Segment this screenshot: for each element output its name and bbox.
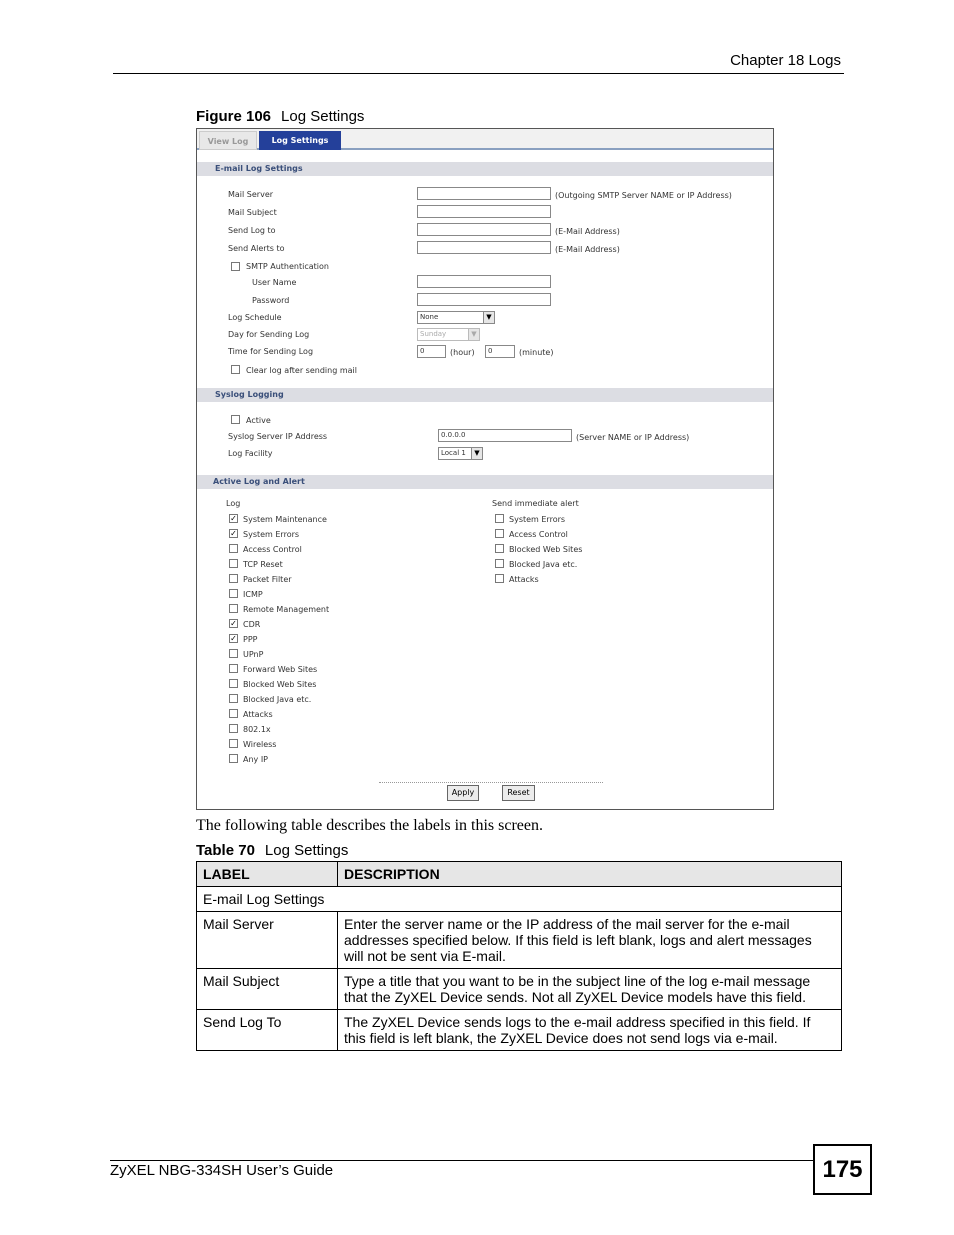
- log-item-label: Blocked Java etc.: [243, 695, 312, 704]
- log-facility-value: Local 1: [441, 449, 466, 457]
- log-item-label: PPP: [243, 635, 258, 644]
- send-log-to-hint: (E-Mail Address): [555, 227, 620, 236]
- tab-bar: [197, 129, 773, 150]
- log-item-label: System Maintenance: [243, 515, 327, 524]
- log-schedule-value: None: [420, 313, 439, 321]
- table-header-row: [197, 862, 842, 887]
- user-name-input[interactable]: [417, 275, 551, 288]
- log-item-label: TCP Reset: [243, 560, 283, 569]
- table-row: [197, 912, 842, 969]
- log-settings-table: [196, 861, 842, 1051]
- day-for-sending-value: Sunday: [420, 330, 447, 338]
- log-item-checkbox[interactable]: [229, 559, 238, 568]
- log-item-label: ICMP: [243, 590, 263, 599]
- log-item-checkbox[interactable]: [229, 754, 238, 763]
- password-label: Password: [252, 296, 290, 305]
- log-item-checkbox[interactable]: [229, 574, 238, 583]
- label-column-header: LABEL: [197, 862, 338, 887]
- mail-server-label: Mail Server: [228, 190, 274, 199]
- header-rule: [113, 73, 844, 74]
- page-number: 175: [813, 1144, 872, 1195]
- chevron-down-icon: ▼: [468, 329, 479, 340]
- figure-number: Figure 106: [196, 108, 272, 125]
- log-item-label: Remote Management: [243, 605, 330, 614]
- log-item-label: Blocked Web Sites: [243, 680, 317, 689]
- alert-item-label: Blocked Java etc.: [509, 560, 578, 569]
- clear-log-label: Clear log after sending mail: [246, 366, 357, 375]
- log-item-label: Access Control: [243, 545, 302, 554]
- password-input[interactable]: [417, 293, 551, 306]
- send-alerts-to-input[interactable]: [417, 241, 551, 254]
- alert-item-label: Access Control: [509, 530, 568, 539]
- minute-unit-label: (minute): [519, 348, 554, 357]
- hour-input[interactable]: 0: [417, 345, 446, 358]
- label-cell: Mail Server: [197, 912, 338, 969]
- log-item-label: Packet Filter: [243, 575, 292, 584]
- table-row: [197, 1010, 842, 1051]
- body-text: The following table describes the labels in this screen.: [196, 817, 544, 834]
- day-for-sending-label: Day for Sending Log: [228, 330, 310, 339]
- log-item-checkbox[interactable]: [229, 649, 238, 658]
- table-caption: [196, 842, 348, 859]
- table-number: Table 70: [196, 842, 255, 859]
- table-section-row: [197, 887, 842, 912]
- log-schedule-select[interactable]: [417, 311, 495, 324]
- log-item-label: CDR: [243, 620, 261, 629]
- alert-item-label: System Errors: [509, 515, 566, 524]
- figure-caption: [196, 108, 364, 125]
- reset-button[interactable]: Reset: [502, 785, 535, 801]
- log-item-label: Any IP: [243, 755, 269, 764]
- description-cell: The ZyXEL Device sends logs to the e-mail address specified in this field. If this field is left blank, the ZyXEL Device does not send logs via e-mail.: [338, 1010, 842, 1051]
- log-item-checkbox[interactable]: [229, 679, 238, 688]
- log-item-checkbox[interactable]: [229, 589, 238, 598]
- smtp-auth-checkbox[interactable]: [231, 262, 240, 271]
- log-item-label: UPnP: [243, 650, 264, 659]
- syslog-server-input[interactable]: 0.0.0.0: [438, 429, 572, 442]
- send-log-to-label: Send Log to: [228, 226, 276, 235]
- figure-title: Log Settings: [281, 108, 365, 125]
- chevron-down-icon: ▼: [471, 448, 482, 459]
- day-for-sending-select[interactable]: [417, 328, 480, 341]
- hour-unit-label: (hour): [450, 348, 475, 357]
- alert-item-checkbox[interactable]: [495, 544, 504, 553]
- mail-subject-input[interactable]: [417, 205, 551, 218]
- alert-section-header: Active Log and Alert: [197, 475, 773, 489]
- alert-item-checkbox[interactable]: [495, 529, 504, 538]
- send-log-to-input[interactable]: [417, 223, 551, 236]
- log-facility-select[interactable]: [438, 447, 483, 460]
- table-title: Log Settings: [264, 842, 349, 859]
- log-settings-screenshot: [196, 128, 774, 810]
- syslog-active-label: Active: [246, 416, 271, 425]
- log-item-checkbox[interactable]: ✓: [230, 619, 237, 628]
- description-cell: Type a title that you want to be in the subject line of the log e-mail message that the ZyXEL Device sends. Not all ZyXEL Device models have this field.: [338, 969, 842, 1010]
- log-item-checkbox[interactable]: [229, 604, 238, 613]
- log-item-label: Forward Web Sites: [243, 665, 318, 674]
- guide-title: ZyXEL NBG-334SH User’s Guide: [110, 1162, 334, 1179]
- mail-server-hint: (Outgoing SMTP Server NAME or IP Address): [555, 191, 732, 200]
- mail-server-input[interactable]: [417, 187, 551, 200]
- label-cell: Send Log To: [197, 1010, 338, 1051]
- tab-view-log[interactable]: View Log: [199, 131, 257, 150]
- syslog-server-label: Syslog Server IP Address: [228, 432, 328, 441]
- alert-item-label: Attacks: [509, 575, 539, 584]
- syslog-server-hint: (Server NAME or IP Address): [576, 433, 690, 442]
- chevron-down-icon: ▼: [483, 312, 494, 323]
- log-item-checkbox[interactable]: ✓: [230, 514, 237, 523]
- log-item-checkbox[interactable]: [229, 724, 238, 733]
- smtp-auth-label: SMTP Authentication: [246, 262, 329, 271]
- email-section-header: E-mail Log Settings: [197, 162, 773, 176]
- description-cell: Enter the server name or the IP address of the mail server for the e-mail addresses specified below. If this field is left blank, logs and alert messages will not be sent via E-mail.: [338, 912, 842, 969]
- log-column-header: Log: [226, 499, 241, 508]
- log-item-label: System Errors: [243, 530, 300, 539]
- chapter-title: Chapter 18 Logs: [730, 52, 841, 69]
- description-column-header: DESCRIPTION: [338, 862, 842, 887]
- log-item-checkbox[interactable]: [229, 739, 238, 748]
- minute-input[interactable]: 0: [485, 345, 515, 358]
- log-facility-label: Log Facility: [228, 449, 273, 458]
- label-cell: Mail Subject: [197, 969, 338, 1010]
- alert-item-label: Blocked Web Sites: [509, 545, 583, 554]
- apply-button[interactable]: Apply: [447, 785, 479, 801]
- time-for-sending-label: Time for Sending Log: [228, 347, 314, 356]
- log-item-checkbox[interactable]: ✓: [230, 634, 237, 643]
- footer-rule: [110, 1160, 814, 1161]
- log-item-checkbox[interactable]: [229, 544, 238, 553]
- log-item-checkbox[interactable]: ✓: [230, 529, 237, 538]
- send-alerts-to-label: Send Alerts to: [228, 244, 285, 253]
- log-item-checkbox[interactable]: [229, 709, 238, 718]
- log-schedule-label: Log Schedule: [228, 313, 282, 322]
- syslog-section-header: Syslog Logging: [197, 388, 773, 402]
- clear-log-checkbox[interactable]: [231, 365, 240, 374]
- user-name-label: User Name: [252, 278, 297, 287]
- log-item-label: Wireless: [243, 740, 277, 749]
- log-item-checkbox[interactable]: [229, 694, 238, 703]
- alert-item-checkbox[interactable]: [495, 514, 504, 523]
- log-item-checkbox[interactable]: [229, 664, 238, 673]
- alert-column-header: Send immediate alert: [492, 499, 579, 508]
- mail-subject-label: Mail Subject: [228, 208, 277, 217]
- log-item-label: Attacks: [243, 710, 273, 719]
- alert-item-checkbox[interactable]: [495, 559, 504, 568]
- log-item-label: 802.1x: [243, 725, 271, 734]
- tab-log-settings[interactable]: Log Settings: [259, 131, 341, 150]
- table-row: [197, 969, 842, 1010]
- section-cell: E-mail Log Settings: [197, 887, 842, 912]
- send-alerts-to-hint: (E-Mail Address): [555, 245, 620, 254]
- alert-item-checkbox[interactable]: [495, 574, 504, 583]
- syslog-active-checkbox[interactable]: [231, 415, 240, 424]
- button-divider: [379, 782, 603, 783]
